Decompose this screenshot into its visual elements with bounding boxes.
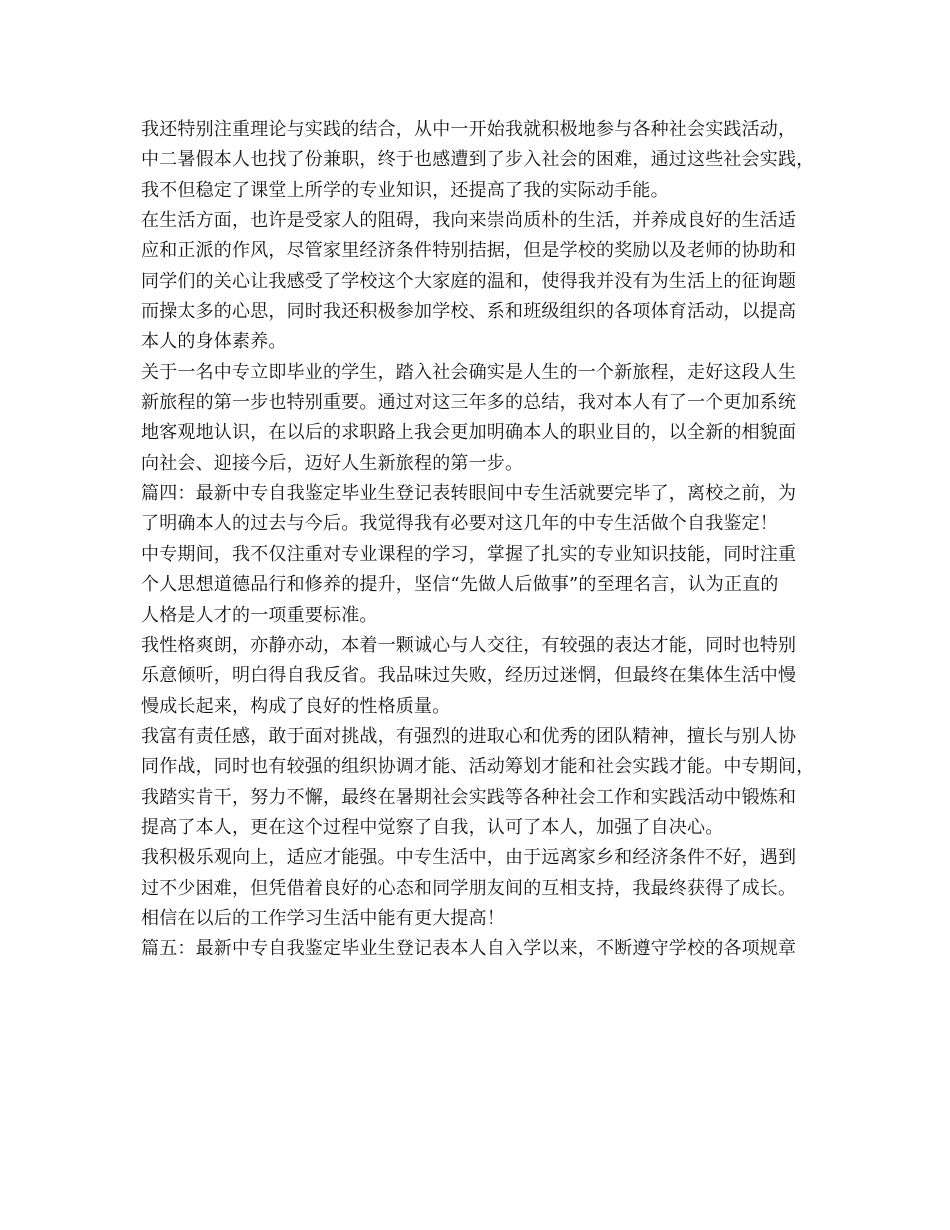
text-line: 在生活方面，也许是受家人的阻碍，我向来崇尚质朴的生活，并养成良好的生活适 (141, 210, 797, 232)
text-line: 向社会、迎接今后，迈好人生新旅程的第一步。 (141, 452, 524, 474)
text-line: 关于一名中专立即毕业的学生，踏入社会确实是人生的一个新旅程，走好这段人生 (141, 361, 797, 383)
text-line: 篇五：最新中专自我鉴定毕业生登记表本人自入学以来，不断遵守学校的各项规章 (141, 938, 797, 960)
text-line: 相信在以后的工作学习生活中能有更大提高！ (141, 907, 505, 929)
text-line: 提高了本人，更在这个过程中觉察了自我，认可了本人，加强了自决心。 (141, 816, 724, 838)
text-line: 我踏实肯干，努力不懈，最终在暑期社会实践等各种社会工作和实践活动中锻炼和 (141, 786, 797, 808)
text-line: 地客观地认识，在以后的求职路上我会更加明确本人的职业目的，以全新的相貌面 (141, 422, 797, 444)
text-line: 本人的身体素养。 (141, 331, 287, 353)
text-line: 篇四：最新中专自我鉴定毕业生登记表转眼间中专生活就要完毕了，离校之前，为 (141, 483, 797, 505)
text-line: 个人思想道德品行和修养的提升，坚信“先做人后做事”的至理名言，认为正直的 (141, 574, 779, 596)
text-line: 过不少困难，但凭借着良好的心态和同学朋友间的互相支持，我最终获得了成长。 (141, 877, 797, 899)
text-line: 我还特别注重理论与实践的结合，从中一开始我就积极地参与各种社会实践活动， (141, 119, 797, 140)
text-line: 了明确本人的过去与今后。我觉得我有必要对这几年的中专生活做个自我鉴定！ (141, 513, 778, 535)
text-line: 我积极乐观向上，适应才能强。中专生活中，由于远离家乡和经济条件不好，遇到 (141, 847, 797, 869)
text-line: 我不但稳定了课堂上所学的专业知识，还提高了我的实际动手能。 (141, 179, 669, 201)
text-line: 中专期间，我不仅注重对专业课程的学习，掌握了扎实的专业知识技能，同时注重 (141, 543, 797, 565)
text-line: 新旅程的第一步也特别重要。通过对这三年多的总结，我对本人有了一个更加系统 (141, 392, 797, 414)
text-line: 乐意倾听，明白得自我反省。我品味过失败，经历过迷惘，但最终在集体生活中慢 (141, 665, 797, 687)
text-line: 我富有责任感，敢于面对挑战，有强烈的进取心和优秀的团队精神，擅长与别人协 (141, 725, 797, 747)
text-line: 人格是人才的一项重要标准。 (141, 604, 378, 626)
text-line: 而操太多的心思，同时我还积极参加学校、系和班级组织的各项体育活动，以提高 (141, 301, 797, 323)
text-line: 应和正派的作风，尽管家里经济条件特别拮据，但是学校的奖励以及老师的协助和 (141, 240, 797, 262)
text-line: 中二暑假本人也找了份兼职，终于也感遭到了步入社会的困难，通过这些社会实践， (141, 149, 815, 171)
text-line: 同作战，同时也有较强的组织协调才能、活动筹划才能和社会实践才能。中专期间， (141, 756, 815, 778)
text-line: 我性格爽朗，亦静亦动，本着一颗诚心与人交往，有较强的表达才能，同时也特别 (141, 634, 797, 656)
text-line: 慢成长起来，构成了良好的性格质量。 (141, 695, 451, 717)
text-line: 同学们的关心让我感受了学校这个大家庭的温和，使得我并没有为生活上的征询题 (141, 270, 797, 292)
document-body (141, 115, 841, 965)
